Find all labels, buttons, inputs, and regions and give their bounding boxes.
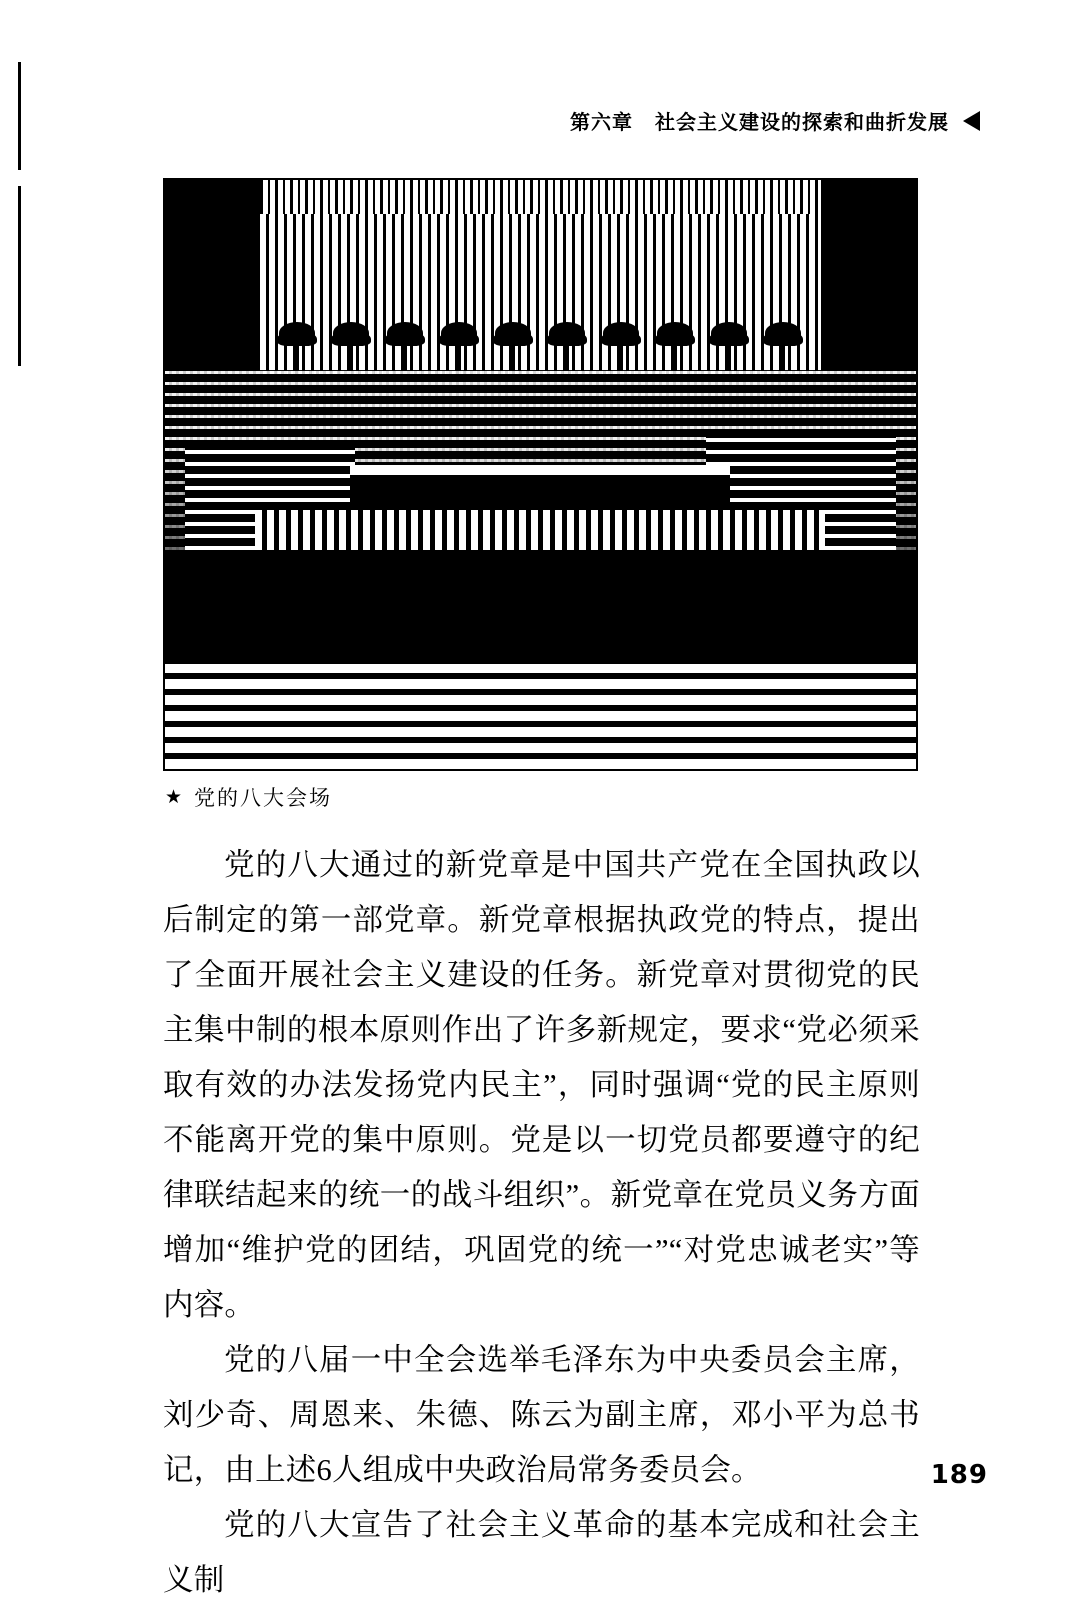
header-title <box>570 106 949 135</box>
margin-rule-bottom <box>18 186 21 366</box>
body-text <box>163 838 920 1608</box>
margin-rule-top <box>18 62 21 170</box>
foreground-shadow <box>165 550 916 665</box>
star-icon: ★ <box>165 785 185 808</box>
figure-caption-text: 党的八大会场 <box>194 786 333 810</box>
paragraph: 党的八大宣告了社会主义革命的基本完成和社会主义制 <box>163 1508 920 1597</box>
audience-lower <box>165 664 916 769</box>
header-chapter-title: 社会主义建设的探索和曲折发展 <box>655 110 949 134</box>
figure-image <box>163 178 918 771</box>
paragraph: 党的八大通过的新党章是中国共产党在全国执政以后制定的第一部党章。新党章根据执政党的特点，提出了全面开展社会主义建设的任务。新党章对贯彻党的民主集中制的根本原则作出了许多新规定，要求“党必须采取有效的办法发扬党内民主”，同时强调“党的民主原则不能离开党的集中原则。党是以一切党员都要遵守的纪律联结起来的统一的战斗组织”。新党章在党员义务方面增加“维护党的团结，巩固党的统一”“对党忠诚老实”等内容。 <box>163 848 920 1322</box>
curtain-left <box>165 180 260 390</box>
page-number: 189 <box>930 1460 988 1490</box>
figure-caption <box>165 782 332 812</box>
curtain-right <box>821 180 916 390</box>
paragraph: 党的八届一中全会选举毛泽东为中央委员会主席，刘少奇、周恩来、朱德、陈云为副主席，邓小平为总书记，由上述6人组成中央政治局常务委员会。 <box>163 1343 920 1487</box>
figure-photo <box>165 180 916 769</box>
triangle-left-icon <box>963 111 980 131</box>
header-chapter: 第六章 <box>570 110 633 134</box>
page-header <box>570 106 980 135</box>
